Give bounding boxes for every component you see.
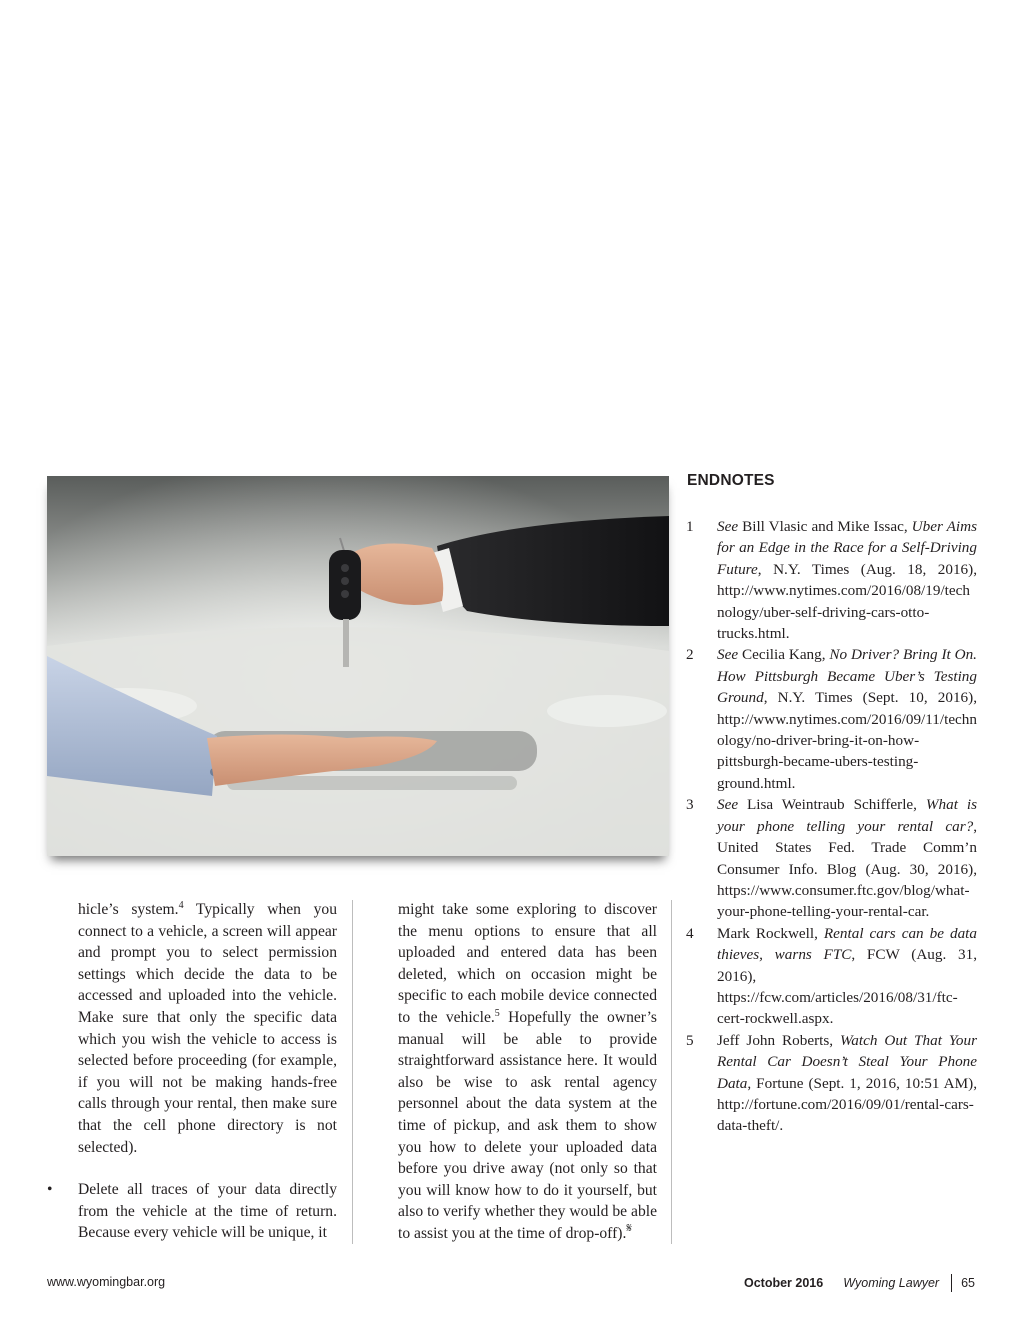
article-column-left [47, 899, 338, 1244]
endnote-number: 2 [686, 646, 694, 664]
endnotes-heading: ENDNOTES [687, 472, 775, 489]
end-of-article-mark: 𝄋 [626, 1219, 632, 1235]
endnote-title: Watch Out That Your Rental Car Doesn’t Steal Your Phone Data [717, 1031, 977, 1092]
endnote-item [686, 1030, 977, 1137]
footer-issue-date: October 2016 [744, 1276, 824, 1290]
endnote-source-link[interactable]: , Fortune (Sept. 1, 2016, 10:51 AM), http://fortune.com/2016/09/01/rental-cars-data-theft/. [717, 1074, 977, 1135]
endnote-item [686, 516, 977, 644]
endnote-citation: See Cecilia Kang, No Driver? Bring It On. How Pittsburgh Became Uber’s Testing Ground, N.Y. Times (Sept. 10, 2016), http://www.nytimes.com/2016/09/11/technology/no-driver-bring-it-on-how-pittsburgh-became-ubers-testing-ground.html. [717, 646, 977, 792]
endnote-ref-4[interactable]: 4 [178, 899, 184, 911]
column-divider-right [671, 900, 672, 1244]
endnote-number: 3 [686, 796, 694, 814]
endnote-signal: See [717, 796, 739, 814]
endnotes-list [686, 516, 977, 1137]
endnote-number: 4 [686, 924, 694, 942]
endnote-number: 1 [686, 518, 694, 535]
endnote-number: 5 [686, 1031, 694, 1049]
footer-magazine-title: Wyoming Lawyer [843, 1276, 940, 1290]
car-key-handover-photo [47, 476, 669, 856]
endnote-citation: See Bill Vlasic and Mike Issac, Uber Aims for an Edge in the Race for a Self-Driving Future, N.Y. Times (Aug. 18, 2016), http://www.nytimes.com/2016/08/19/technology/uber-self-driving-cars-otto-trucks.html. [717, 518, 977, 643]
column-divider-left [352, 900, 353, 1244]
footer-divider [951, 1274, 952, 1292]
endnote-signal: See [717, 646, 739, 664]
bullet-marker: • [47, 1181, 53, 1199]
endnote-item [686, 644, 977, 794]
endnote-item [686, 794, 977, 922]
footer-page-number: 65 [961, 1276, 975, 1290]
footer-website[interactable]: www.wyomingbar.org [47, 1275, 166, 1289]
endnote-source-link[interactable]: , FCW (Aug. 31, 2016), https://fcw.com/articles/2016/08/31/ftc-cert-rockwell.aspx. [717, 946, 977, 1028]
endnote-title: What is your phone telling your rental car? [717, 796, 977, 835]
endnote-source-link[interactable]: , N.Y. Times (Aug. 18, 2016), http://www.nytimes.com/2016/08/19/technology/uber-self-driving-cars-otto-trucks.html. [717, 560, 977, 643]
endnote-title: Rental cars can be data thieves, warns FTC [717, 924, 977, 964]
endnote-title: Uber Aims for an Edge in the Race for a Self-Driving Future [717, 518, 977, 578]
endnote-source-link[interactable]: , United States Fed. Trade Comm’n Consumer Info. Blog (Aug. 30, 2016), https://www.consumer.ftc.gov/blog/what-your-phone-telling-your-rental-car. [717, 817, 977, 921]
paragraph-vehicle-permissions: hicle’s system.$^4$ Typically when you connect to a vehicle, a screen will appear and prompt you to select permission settings which decide the data to be accessed and uploaded into the vehicle. Make sure that only the specific data which you wish the vehicle to access is selected before proceeding (for example, if you will not be making hands-free calls through your rental, then make sure that the cell phone directory is not selected). [78, 899, 338, 1156]
footer-folio [744, 1273, 975, 1293]
endnote-ref-5[interactable]: 5 [494, 1007, 500, 1019]
endnote-source-link[interactable]: , N.Y. Times (Sept. 10, 2016), http://www.nytimes.com/2016/09/11/technology/no-driver-bring-it-on-how-pittsburgh-became-ubers-testing-ground.html. [717, 689, 977, 792]
bullet-item-delete-data [47, 1179, 337, 1244]
paragraph-delete-uploaded-data: might take some exploring to discover the menu options to ensure that all uploaded and entered data has been deleted, which on occasion might be specific to each mobile device connected to the vehicle.$^5$ Hopefully the owner’s manual will be able to provide straightforward assistance here. It would also be wise to ask rental agency personnel about the data system at the time of pickup, and ask them to show you how to delete your uploaded data before you drive away (not only so that you will know how to do it yourself, but also to verify whether they would be able to assist you at the time of drop-off).𝄋 [398, 901, 657, 1242]
bullet-text: Delete all traces of your data directly from the vehicle at the time of return. Because every vehicle will be unique, it [78, 1181, 337, 1242]
endnote-citation: Jeff John Roberts, Watch Out That Your Rental Car Doesn’t Steal Your Phone Data, Fortune (Sept. 1, 2016, 10:51 AM), http://fortune.com/2016/09/01/rental-cars-data-theft/. [717, 1031, 977, 1135]
article-column-right [398, 899, 657, 1245]
endnote-citation: Mark Rockwell, Rental cars can be data thieves, warns FTC, FCW (Aug. 31, 2016), https://fcw.com/articles/2016/08/31/ftc-cert-rockwell.aspx. [717, 924, 977, 1028]
endnote-title: No Driver? Bring It On. How Pittsburgh Became Uber’s Testing Ground [717, 646, 977, 707]
endnote-item [686, 923, 977, 1030]
endnote-citation: See Lisa Weintraub Schifferle, What is your phone telling your rental car?, United States Fed. Trade Comm’n Consumer Info. Blog (Aug. 30, 2016), https://www.consumer.ftc.gov/blog/what-your-phone-telling-your-rental-car. [717, 796, 977, 921]
endnote-signal: See [717, 518, 739, 535]
